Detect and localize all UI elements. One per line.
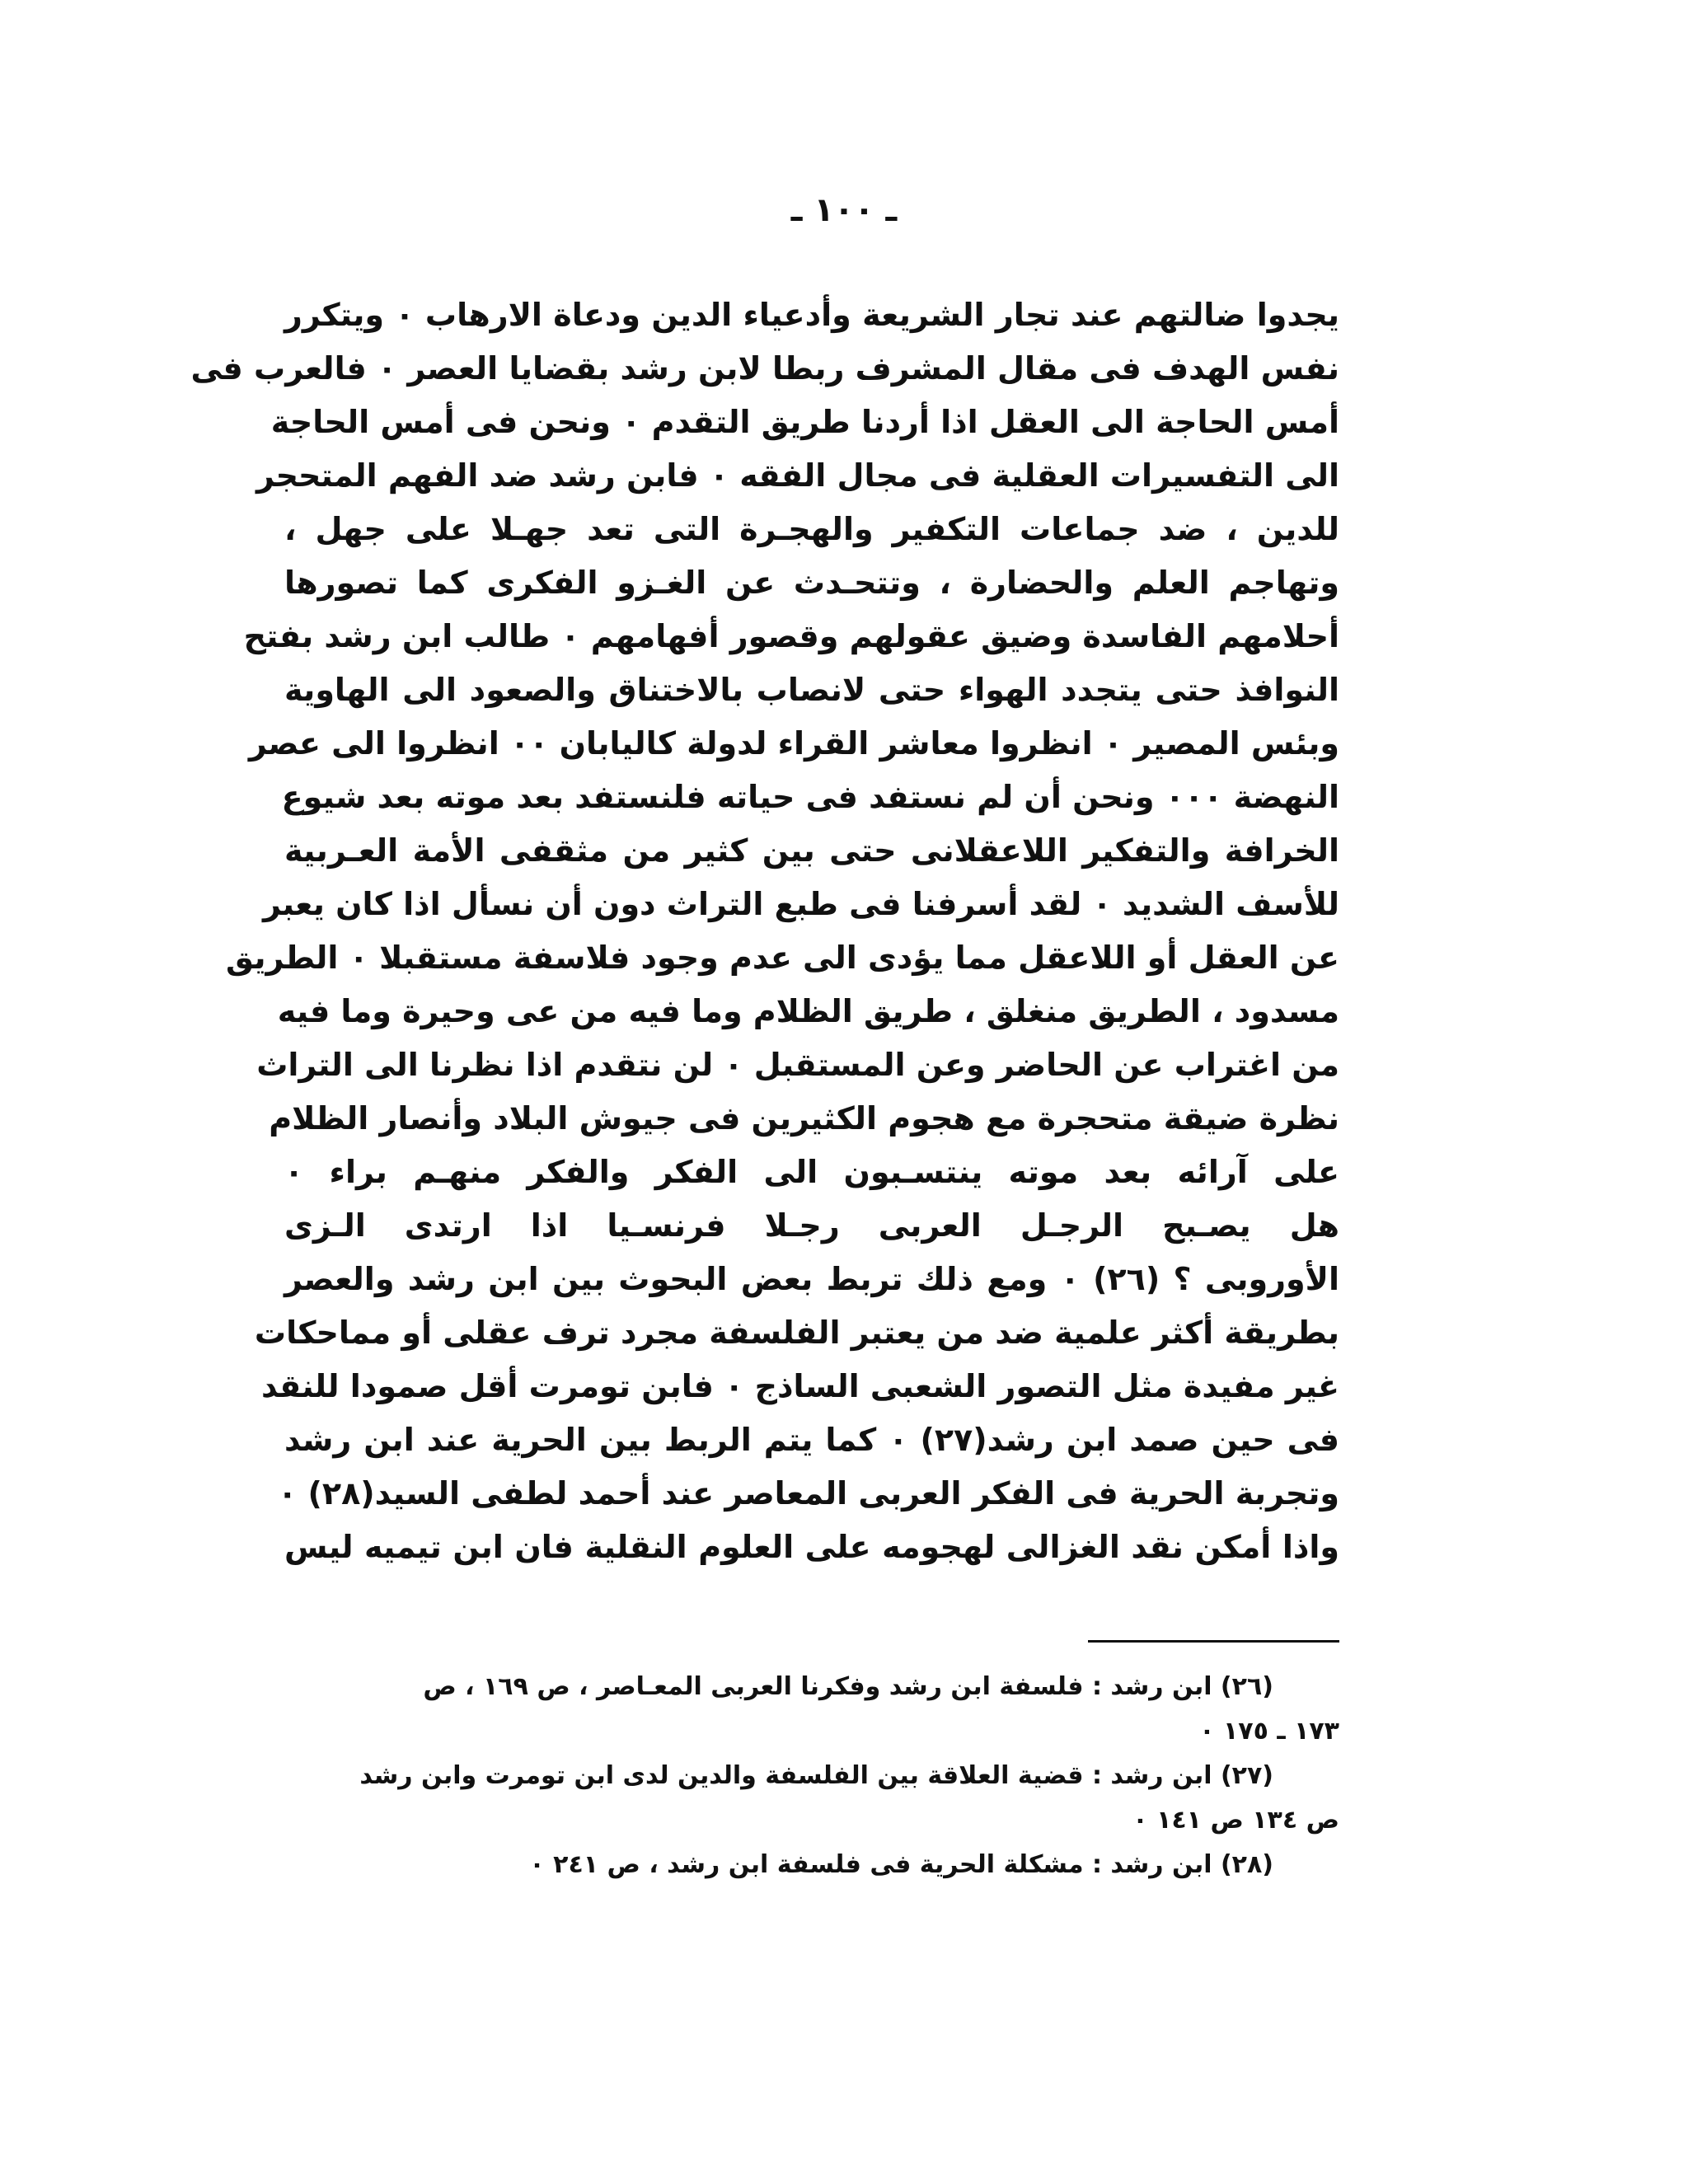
text-line: فى حين صمد ابن رشد(٢٧) ٠ كما يتم الربط بين الحرية عند ابن رشد bbox=[284, 1422, 1339, 1458]
footnote-28: (٢٨) ابن رشد : مشكلة الحرية فى فلسفة ابن رشد ، ص ٢٤١ ٠ bbox=[529, 1850, 1273, 1879]
text-line: غير مفيدة مثل التصور الشعبى الساذج ٠ فابن تومرت أقل صمودا للنقد bbox=[260, 1368, 1339, 1404]
text-line: النوافذ حتى يتجدد الهواء حتى لانصاب بالاختناق والصعود الى الهاوية bbox=[284, 672, 1339, 708]
text-line: هل يصـبح الرجـل العربى رجـلا فرنسـيا اذا ارتدى الـزى bbox=[284, 1207, 1339, 1244]
text-line: واذا أمكن نقد الغزالى لهجومه على العلوم النقلية فان ابن تيميه ليس bbox=[284, 1529, 1339, 1565]
footnote-divider bbox=[1088, 1640, 1339, 1643]
footnote-27-continuation: ص ١٣٤ ص ١٤١ ٠ bbox=[1132, 1806, 1339, 1835]
footnotes bbox=[284, 1665, 1339, 1887]
text-line: النهضة ٠٠٠ ونحن أن لم نستفد فى حياته فلنستفد بعد موته بعد شيوع bbox=[281, 779, 1339, 815]
text-line: مسدود ، الطريق منغلق ، طريق الظلام وما فيه من عى وحيرة وما فيه bbox=[277, 993, 1339, 1029]
footnote-27: (٢٧) ابن رشد : قضية العلاقة بين الفلسفة والدين لدى ابن تومرت وابن رشد bbox=[359, 1761, 1273, 1790]
page-number: ـ ١٠٠ ـ bbox=[790, 191, 898, 229]
text-line: الخرافة والتفكير اللاعقلانى حتى بين كثير من مثقفى الأمة العـربية bbox=[284, 832, 1339, 869]
footnote-26-continuation: ١٧٣ ـ ١٧٥ ٠ bbox=[1199, 1717, 1339, 1746]
text-line: الأوروبى ؟ (٢٦) ٠ ومع ذلك تربط بعض البحوث بين ابن رشد والعصر bbox=[284, 1261, 1339, 1297]
text-line: للدين ، ضد جماعات التكفير والهجـرة التى تعد جهـلا على جهل ، bbox=[284, 511, 1339, 547]
text-line: نظرة ضيقة متحجرة مع هجوم الكثيرين فى جيوش البلاد وأنصار الظلام bbox=[269, 1100, 1339, 1137]
footnote-26: (٢٦) ابن رشد : فلسفة ابن رشد وفكرنا العربى المعـاصر ، ص ١٦٩ ، ص bbox=[423, 1672, 1273, 1701]
text-line: بطريقة أكثر علمية ضد من يعتبر الفلسفة مجرد ترف عقلى أو مماحكات bbox=[254, 1315, 1339, 1351]
text-line: من اغتراب عن الحاضر وعن المستقبل ٠ لن نتقدم اذا نظرنا الى التراث bbox=[256, 1047, 1339, 1083]
text-line: الى التفسيرات العقلية فى مجال الفقه ٠ فابن رشد ضد الفهم المتحجر bbox=[256, 457, 1339, 494]
text-line: وبئس المصير ٠ انظروا معاشر القراء لدولة كاليابان ٠٠ انظروا الى عصر bbox=[248, 725, 1339, 762]
text-line: عن العقل أو اللاعقل مما يؤدى الى عدم وجود فلاسفة مستقبلا ٠ الطريق bbox=[225, 940, 1339, 976]
text-line: للأسف الشديد ٠ لقد أسرفنا فى طبع التراث دون أن نسأل اذا كان يعبر bbox=[263, 886, 1339, 922]
text-line: وتجربة الحرية فى الفكر العربى المعاصر عند أحمد لطفى السيد(٢٨) ٠ bbox=[278, 1475, 1339, 1511]
text-line: نفس الهدف فى مقال المشرف ربطا لابن رشد بقضايا العصر ٠ فالعرب فى bbox=[190, 350, 1339, 387]
text-line: أحلامهم الفاسدة وضيق عقولهم وقصور أفهامهم ٠ طالب ابن رشد بفتح bbox=[243, 618, 1339, 654]
text-line: وتهاجم العلم والحضارة ، وتتحـدث عن الغـزو الفكرى كما تصورها bbox=[284, 565, 1339, 601]
text-line: أمس الحاجة الى العقل اذا أردنا طريق التقدم ٠ ونحن فى أمس الحاجة bbox=[270, 404, 1339, 440]
text-line: يجدوا ضالتهم عند تجار الشريعة وأدعياء الدين ودعاة الارهاب ٠ ويتكرر bbox=[284, 297, 1339, 333]
body-text bbox=[190, 288, 1339, 1574]
text-line: على آرائه بعد موته ينتسـبون الى الفكر والفكر منهـم براء ٠ bbox=[284, 1154, 1339, 1190]
